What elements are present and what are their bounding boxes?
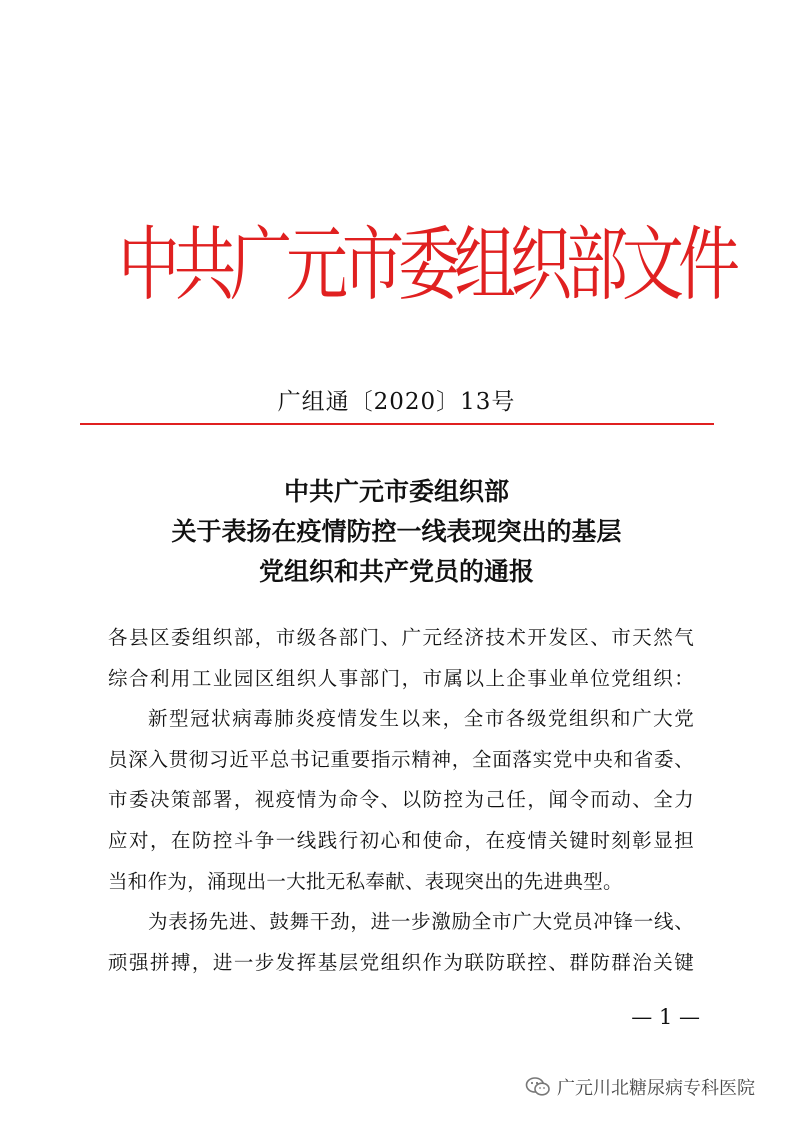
- document-number: 广组通〔2020〕13号: [277, 389, 516, 415]
- notice-title-line: 党组织和共产党员的通报: [258, 557, 534, 586]
- notice-title: [0, 472, 793, 592]
- notice-title-line: 中共广元市委组织部: [283, 477, 509, 506]
- page-number: — 1 —: [631, 1005, 700, 1029]
- body-line: 应对，在防控斗争一线践行初心和使命，在疫情关键时刻彰显担: [108, 828, 694, 852]
- source-watermark: [525, 1072, 755, 1102]
- body-line: 市委决策部署，视疫情为命令、以防控为己任，闻令而动、全力: [108, 788, 694, 812]
- body-line: 当和作为，涌现出一大批无私奉献、表现突出的先进典型。: [108, 869, 623, 893]
- wechat-icon: [525, 1076, 551, 1098]
- body-line: 为表扬先进、鼓舞干劲，进一步激励全市广大党员冲锋一线、: [148, 910, 694, 934]
- notice-body: [108, 618, 694, 983]
- body-line-addressee: 各县区委组织部，市级各部门、广元经济技术开发区、市天然气: [108, 626, 694, 649]
- red-divider-rule: [80, 423, 714, 425]
- watermark-text: 广元川北糖尿病专科医院: [557, 1078, 755, 1099]
- body-line: 顽强拼搏，进一步发挥基层党组织作为联防联控、群防群治关键: [108, 950, 694, 974]
- document-header-title: 中共广元市委组织部文件: [118, 216, 735, 312]
- notice-title-line: 关于表扬在疫情防控一线表现突出的基层: [171, 517, 622, 546]
- body-line: 新型冠状病毒肺炎疫情发生以来，全市各级党组织和广大党: [148, 707, 694, 731]
- body-line: 员深入贯彻习近平总书记重要指示精神，全面落实党中央和省委、: [108, 747, 694, 771]
- body-line-addressee: 综合利用工业园区组织人事部门，市属以上企事业单位党组织：: [108, 666, 694, 690]
